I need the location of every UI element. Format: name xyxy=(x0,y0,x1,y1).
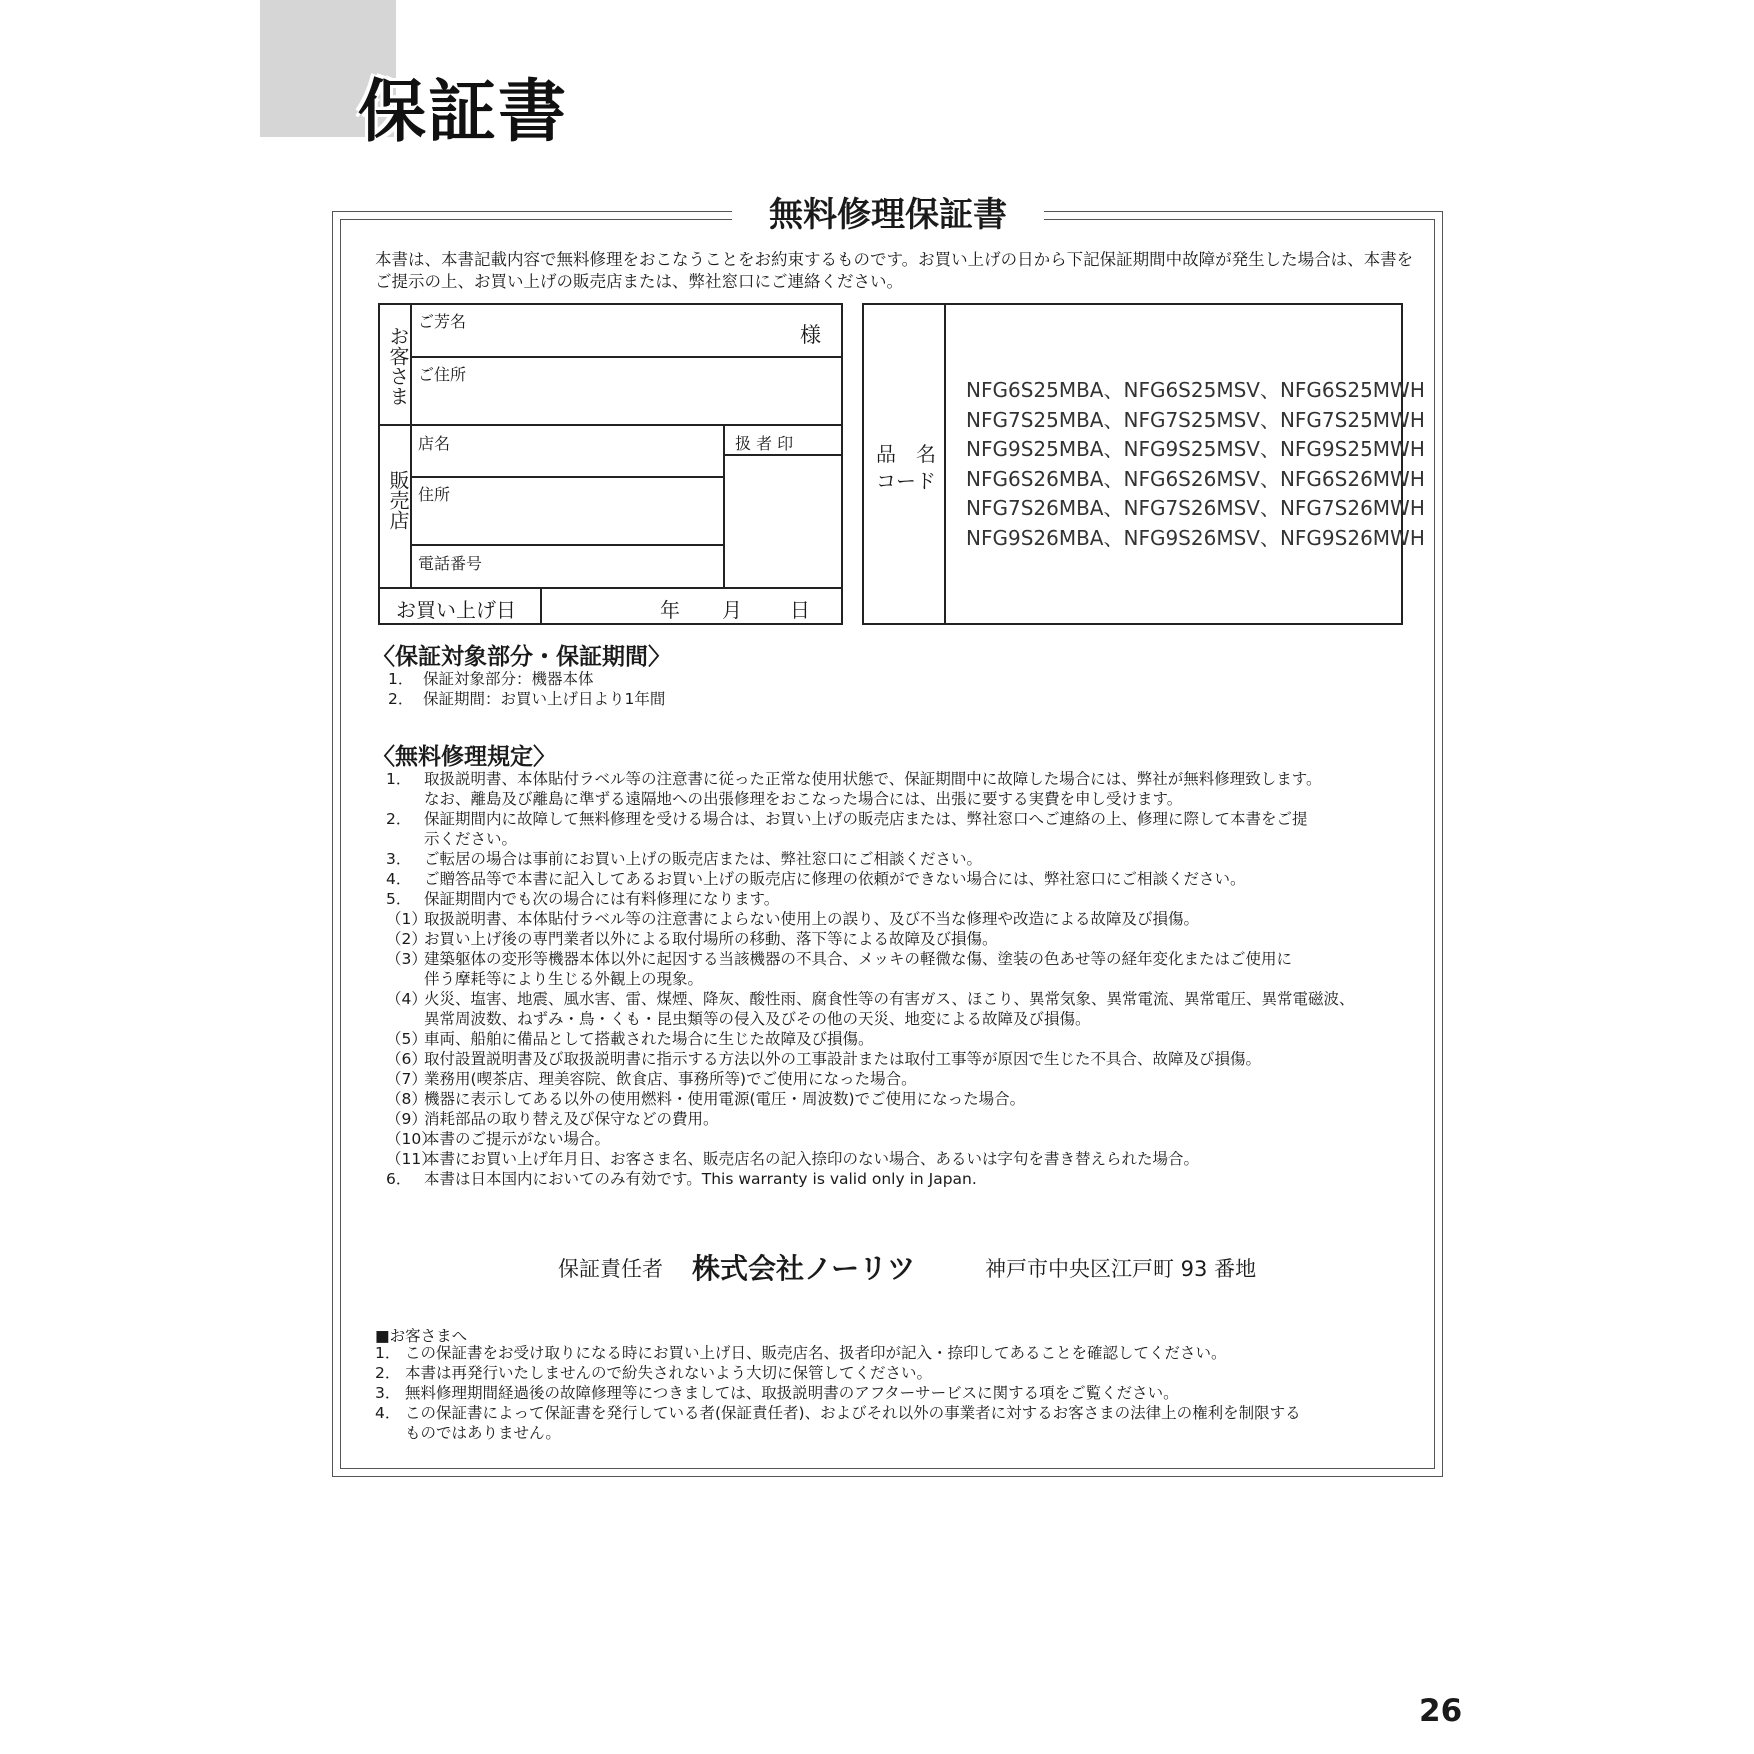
customer-notes-heading: ■お客さまへ xyxy=(375,1327,468,1345)
item-number: （9） xyxy=(386,1110,427,1128)
item-number: （8） xyxy=(386,1090,427,1108)
item-text: 車両、船舶に備品として搭載された場合に生じた故障及び損傷。 xyxy=(424,1030,874,1048)
item-number: （3） xyxy=(386,950,427,968)
list-item xyxy=(386,1149,1416,1169)
item-number: 5． xyxy=(386,890,412,908)
item-text: この保証書によって保証書を発行している者(保証責任者)、およびそれ以外の事業者に対するお客さまの法律上の権利を制限する xyxy=(405,1404,1301,1422)
intro-text: 本書は、本書記載内容で無料修理をおこなうことをお約束するものです。お買い上げの日から下記保証期間中故障が発生した場合は、本書をご提示の上、お買い上げの販売店または、弊社窓口にご連絡ください。 xyxy=(375,250,1414,291)
shop-vertical-label: 販売店 xyxy=(386,470,410,530)
product-code-label: コード xyxy=(876,469,936,493)
customer-shop-table xyxy=(378,303,843,625)
list-item xyxy=(375,1383,1415,1403)
customer-vertical-label: お客さま xyxy=(386,325,410,406)
item-number: 1． xyxy=(375,1344,401,1362)
item-text: 保証期間：お買い上げ日より1年間 xyxy=(423,690,666,708)
item-text: 業務用(喫茶店、理美容院、飲食店、事務所等)でご使用になった場合。 xyxy=(424,1070,917,1088)
item-text: 無料修理期間経過後の故障修理等につきましては、取扱説明書のアフターサービスに関する項をご覧ください。 xyxy=(405,1384,1179,1402)
product-name-label: 品 名 xyxy=(876,442,936,466)
item-number: （1） xyxy=(386,910,427,928)
list-item xyxy=(375,1363,1415,1383)
item-text: 取扱説明書、本体貼付ラベル等の注意書に従った正常な使用状態で、保証期間中に故障した場合には、弊社が無料修理致します。 xyxy=(424,770,1322,788)
list-item xyxy=(386,869,1416,889)
rules-heading: 〈無料修理規定〉 xyxy=(372,744,556,770)
shop-address-field[interactable] xyxy=(414,503,714,541)
product-code-row: NFG6S26MBA、NFG6S26MSV、NFG6S26MWH xyxy=(966,466,1425,491)
responsible-party-label: 保証責任者 xyxy=(558,1257,663,1281)
product-code-list xyxy=(966,376,1425,553)
item-number: 4． xyxy=(386,870,412,888)
item-text: 保証期間内でも次の場合には有料修理になります。 xyxy=(424,890,780,908)
item-text: 取付設置説明書及び取扱説明書に指示する方法以外の工事設計または取付工事等が原因で生じた不具合、故障及び損傷。 xyxy=(424,1050,1262,1068)
customer-notes-list xyxy=(375,1343,1415,1443)
item-text: 取扱説明書、本体貼付ラベル等の注意書によらない使用上の誤り、及び不当な修理や改造による故障及び損傷。 xyxy=(424,910,1200,928)
shop-name-label: 店名 xyxy=(418,434,451,453)
item-number: （2） xyxy=(386,930,427,948)
list-item xyxy=(386,1049,1416,1069)
item-text: ご贈答品等で本書に記入してあるお買い上げの販売店に修理の依頼ができない場合には、弊社窓口にご相談ください。 xyxy=(424,870,1246,888)
item-text: ご転居の場合は事前にお買い上げの販売店または、弊社窓口にご相談ください。 xyxy=(424,850,983,868)
list-item xyxy=(375,1423,1415,1443)
page-number: 26 xyxy=(1419,1693,1463,1729)
item-number: 3． xyxy=(386,850,412,868)
list-item xyxy=(386,789,1416,809)
item-number: （5） xyxy=(386,1030,427,1048)
honorific-label: 様 xyxy=(800,323,821,347)
item-number: 2． xyxy=(388,690,414,708)
list-item xyxy=(386,949,1416,969)
day-label: 日 xyxy=(790,598,810,622)
product-code-row: NFG9S26MBA、NFG9S26MSV、NFG9S26MWH xyxy=(966,525,1425,550)
list-item xyxy=(386,769,1416,789)
name-field[interactable] xyxy=(414,329,794,355)
item-number: （6） xyxy=(386,1050,427,1068)
item-number: 1． xyxy=(388,670,414,688)
item-number: 1． xyxy=(386,770,412,788)
item-text: 本書のご提示がない場合。 xyxy=(424,1130,611,1148)
address-field[interactable] xyxy=(414,383,834,421)
item-number: 6． xyxy=(386,1170,412,1188)
list-item xyxy=(386,1029,1416,1049)
list-item xyxy=(386,1129,1416,1149)
item-text: 機器に表示してある以外の使用燃料・使用電源(電圧・周波数)でご使用になった場合。 xyxy=(424,1090,1026,1108)
phone-field[interactable] xyxy=(510,549,715,583)
list-item xyxy=(386,1069,1416,1089)
list-item xyxy=(388,689,1088,709)
rules-list xyxy=(386,769,1416,1189)
company-name: 株式会社ノーリツ xyxy=(692,1252,916,1285)
company-address: 神戸市中央区江戸町 93 番地 xyxy=(985,1257,1257,1281)
item-number: （11） xyxy=(386,1150,437,1168)
purchase-date-label: お買い上げ日 xyxy=(396,598,516,622)
item-text: 保証期間内に故障して無料修理を受ける場合は、お買い上げの販売店または、弊社窓口へご連絡の上、修理に際して本書をご提 xyxy=(424,810,1308,828)
list-item xyxy=(375,1343,1415,1363)
stamp-field[interactable] xyxy=(726,457,839,585)
warranty-title: 無料修理保証書 xyxy=(732,192,1044,238)
item-text: なお、離島及び離島に準ずる遠隔地への出張修理をおこなった場合には、出張に要する実費を申し受けます。 xyxy=(424,790,1183,808)
list-item xyxy=(388,669,1088,689)
list-item xyxy=(375,1403,1415,1423)
coverage-heading: 〈保証対象部分・保証期間〉 xyxy=(372,644,671,670)
section-title: 保証書 xyxy=(358,73,569,152)
product-code-row: NFG6S25MBA、NFG6S25MSV、NFG6S25MWH xyxy=(966,378,1425,402)
item-text: お買い上げ後の専門業者以外による取付場所の移動、落下等による故障及び損傷。 xyxy=(424,930,998,948)
item-text: 建築躯体の変形等機器本体以外に起因する当該機器の不具合、メッキの軽微な傷、塗装の色あせ等の経年変化またはご使用に xyxy=(424,950,1293,968)
list-item xyxy=(386,1109,1416,1129)
list-item xyxy=(386,929,1416,949)
item-text: この保証書をお受け取りになる時にお買い上げ日、販売店名、扱者印が記入・捺印してあることを確認してください。 xyxy=(405,1344,1227,1362)
stamp-label: 扱 者 印 xyxy=(735,434,794,453)
list-item xyxy=(386,1089,1416,1109)
month-label: 月 xyxy=(722,598,742,622)
list-item xyxy=(386,1169,1416,1189)
item-number: 2． xyxy=(375,1364,401,1382)
address-label: ご住所 xyxy=(418,365,467,384)
item-text: 伴う摩耗等により生じる外観上の現象。 xyxy=(424,970,704,988)
item-text: 本書は再発行いたしませんので紛失されないよう大切に保管してください。 xyxy=(405,1364,933,1382)
shop-address-label: 住所 xyxy=(418,485,451,504)
list-item xyxy=(386,1009,1416,1029)
list-item xyxy=(386,829,1416,849)
item-text: 示ください。 xyxy=(424,830,518,848)
item-text: 本書にお買い上げ年月日、お客さま名、販売店名の記入捺印のない場合、あるいは字句を書き替えられた場合。 xyxy=(424,1150,1200,1168)
item-text: 消耗部品の取り替え及び保守などの費用。 xyxy=(424,1110,719,1128)
item-number: （10） xyxy=(386,1130,437,1148)
item-text: ものではありません。 xyxy=(405,1424,561,1442)
item-number: 3． xyxy=(375,1384,401,1402)
item-number: 4． xyxy=(375,1404,401,1422)
list-item xyxy=(386,989,1416,1009)
item-text: 本書は日本国内においてのみ有効です。This warranty is valid only in Japan. xyxy=(424,1170,977,1188)
item-text: 異常周波数、ねずみ・鳥・くも・昆虫類等の侵入及びその他の天災、地変による故障及び損傷。 xyxy=(424,1010,1091,1028)
list-item xyxy=(386,889,1416,909)
list-item xyxy=(386,809,1416,829)
list-item xyxy=(386,909,1416,929)
item-text: 火災、塩害、地震、風水害、雷、煤煙、降灰、酸性雨、腐食性等の有害ガス、ほこり、異常気象、異常電流、異常電圧、異常電磁波、 xyxy=(424,990,1355,1008)
year-label: 年 xyxy=(660,598,680,622)
product-code-row: NFG9S25MBA、NFG9S25MSV、NFG9S25MWH xyxy=(966,437,1425,461)
product-code-row: NFG7S25MBA、NFG7S25MSV、NFG7S25MWH xyxy=(966,407,1425,432)
item-number: 2． xyxy=(386,810,412,828)
list-item xyxy=(386,849,1416,869)
item-text: 保証対象部分：機器本体 xyxy=(423,670,594,688)
list-item xyxy=(386,969,1416,989)
item-number: （7） xyxy=(386,1070,427,1088)
phone-label: 電話番号 xyxy=(418,554,483,573)
name-label: ご芳名 xyxy=(418,312,467,331)
coverage-list xyxy=(388,669,1088,709)
shop-name-field[interactable] xyxy=(414,451,714,475)
purchase-date-field[interactable] xyxy=(544,590,838,622)
item-number: （4） xyxy=(386,990,427,1008)
product-code-row: NFG7S26MBA、NFG7S26MSV、NFG7S26MWH xyxy=(966,496,1425,520)
